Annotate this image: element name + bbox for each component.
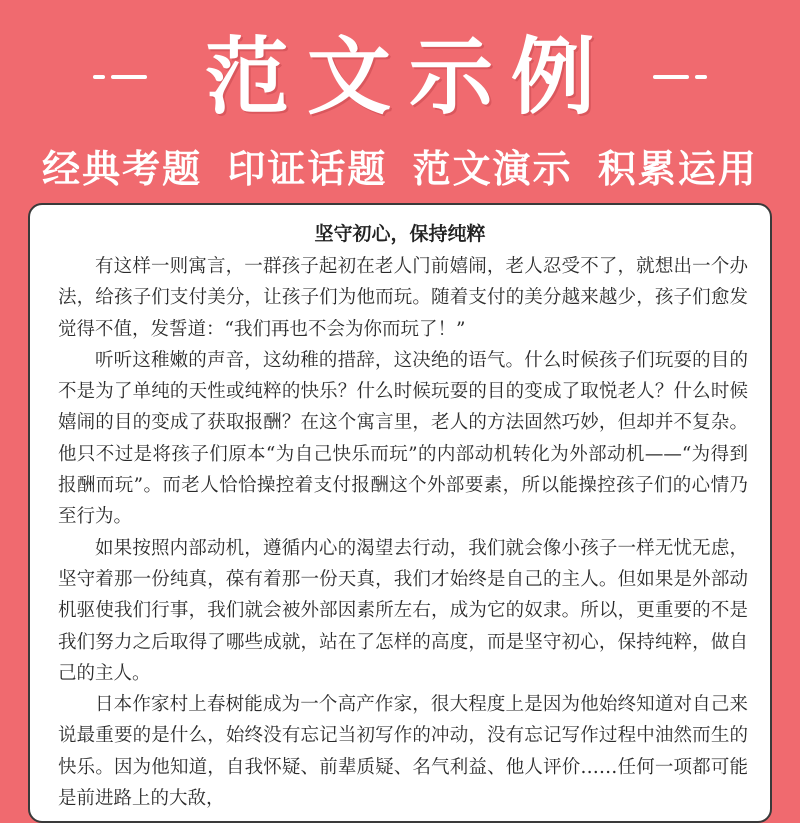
- title-row: [0, 22, 800, 132]
- left-decoration: [87, 75, 147, 79]
- essay-paragraph: 有这样一则寓言，一群孩子起初在老人门前嬉闹，老人忍受不了，就想出一个办法，给孩子们支付美分，让孩子们为他而玩。随着支付的美分越来越少，孩子们愈发觉得不值，发誓道：“我们再也不会为你而玩了！”: [58, 256, 748, 340]
- essay-paragraph: 如果按照内部动机，遵循内心的渴望去行动，我们就会像小孩子一样无忧无虑，坚守着那一份纯真，葆有着那一份天真，我们才始终是自己的主人。但如果是外部动机驱使我们行事，我们就会被外部因素所左右，成为它的奴隶。所以，更重要的不是我们努力之后取得了哪些成就，站在了怎样的高度，而是坚守初心，保持纯粹，做自己的主人。: [58, 537, 748, 684]
- page-title: 范文示例: [204, 27, 613, 126]
- essay-paragraph: 听听这稚嫩的声音，这幼稚的措辞，这决绝的语气。什么时候孩子们玩耍的目的不是为了单纯的天性或纯粹的快乐？什么时候玩耍的目的变成了取悦老人？什么时候嬉闹的目的变成了获取报酬？在这个寓言里，老人的方法固然巧妙，但却并不复杂。他只不过是将孩子们原本“为自己快乐而玩”的内部动机转化为外部动机——“为得到报酬而玩”。而老人恰恰操控着支付报酬这个外部要素，所以能操控孩子们的心情乃至行为。: [58, 349, 748, 528]
- essay-title: 坚守初心，保持纯粹: [314, 223, 486, 245]
- essay-paragraph: 日本作家村上春树能成为一个高产作家，很大程度上是因为他始终知道对自己来说最重要的是什么，始终没有忘记当初写作的冲动，没有忘记写作过程中油然而生的快乐。因为他知道，自我怀疑、前辈质疑、名气利益、他人评价……任何一项都可能是前进路上的大敌，: [58, 694, 748, 810]
- right-decoration: [653, 75, 713, 79]
- essay-body: [58, 251, 748, 814]
- essay-card: [28, 203, 772, 823]
- header-banner: [0, 0, 800, 200]
- page-subtitle: 经典考题 印证话题 范文演示 积累运用: [42, 147, 758, 191]
